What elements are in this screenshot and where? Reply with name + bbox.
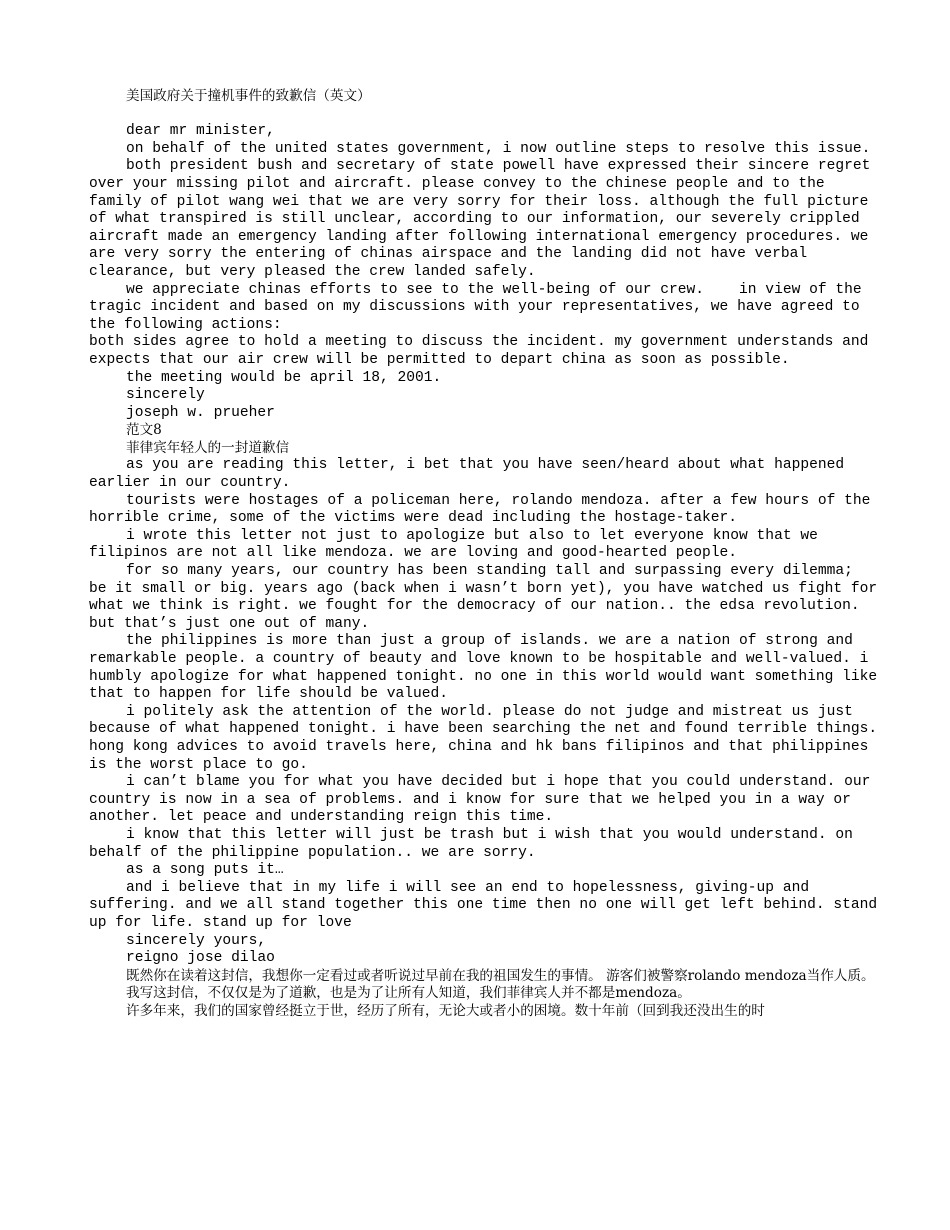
- spacer: [89, 106, 879, 124]
- letter2-paragraph: and i believe that in my life i will see an end to hopelessness, giving-up and suffering. and we all stand together this one time then no one will get left behind. stand up for life. stand up for love: [89, 879, 886, 931]
- letter1-salutation: dear mr minister,: [126, 123, 275, 140]
- letter2-title: 菲律宾年轻人的一封道歉信: [126, 439, 290, 456]
- letter1-paragraph: both president bush and secretary of state powell have expressed their sincere regret over your missing pilot and aircraft. please convey to the chinese people and to the family of pilot wang wei that we are very sorry for their loss. although the full picture of what transpired is still unclear, according to our information, our severely crippled aircraft made an emergency landing after following international emergency procedures. we are very sorry the entering of chinas airspace and the landing did not have verbal clearance, but very pleased the crew landed safely.: [89, 158, 880, 280]
- letter1-closing: sincerely: [126, 387, 205, 404]
- document-page: [89, 88, 886, 1020]
- letter2-paragraph: because of what happened tonight. i have been searching the net and found terrible things. hong kong advices to avoid travels here, china and hk bans filipinos and that philippines is the worst place to go.: [89, 721, 886, 773]
- letter2-signature: reigno jose dilao: [126, 950, 275, 967]
- letter1-paragraph: both sides agree to hold a meeting to discuss the incident. my government understands and expects that our air crew will be permitted to depart china as soon as possible.: [89, 334, 878, 368]
- letter2-paragraph: for so many years, our country has been standing tall and surpassing every dilemma; be it small or big. years ago (back when i wasn’t born yet), you have watched us fight for what we think is right. we fought for the democracy of our nation.. the edsa revolution. but that’s just one out of many.: [89, 563, 886, 632]
- sample-label: 范文8: [126, 422, 162, 439]
- letter2-paragraph: i know that this letter will just be trash but i wish that you would understand. on behalf of the philippine population.. we are sorry.: [89, 826, 862, 861]
- letter2-paragraph: i wrote this letter not just to apologize but also to let everyone know that we filipinos are not all like mendoza. we are loving and good-hearted people.: [89, 527, 827, 562]
- letter2-paragraph: as a song puts it…: [126, 862, 284, 879]
- document-title: 美国政府关于撞机事件的致歉信（英文）: [126, 88, 371, 104]
- letter2-paragraph: i politely ask the attention of the world. please do not judge and mistreat us just: [126, 703, 853, 720]
- letter2-paragraph: as you are reading this letter, i bet that you have seen/heard about what happened earlier in our country.: [89, 457, 853, 492]
- letter1-paragraph: on behalf of the united states government, i now outline steps to resolve this issue.: [126, 140, 871, 157]
- translation-paragraph: 我写这封信，不仅仅是为了道歉，也是为了让所有人知道，我们菲律宾人并不都是mendoza。: [126, 985, 691, 1002]
- translation-paragraph: 许多年来，我们的国家曾经挺立于世，经历了所有，无论大或者小的困境。数十年前（回到我还没出生的时: [126, 1002, 765, 1019]
- letter2-paragraph: tourists were hostages of a policeman here, rolando mendoza. after a few hours of the horrible crime, some of the victims were dead including the hostage-taker.: [89, 492, 880, 527]
- translation-paragraph: 既然你在读着这封信，我想你一定看过或者听说过早前在我的祖国发生的事情。 游客们被警察rolando mendoza当作人质。: [126, 967, 875, 984]
- letter2-paragraph: the philippines is more than just a group of islands. we are a nation of strong and remarkable people. a country of beauty and love known to be hospitable and well-valued. i humbly apologize for what happened tonight. no one in this world would want something like that to happen for life should be valued.: [89, 633, 886, 703]
- letter2-closing: sincerely yours,: [126, 932, 267, 949]
- letter1-paragraph: we appreciate chinas efforts to see to the well-being of our crew. in view of the tragic incident and based on my discussions with your representatives, we have agreed to the following actions:: [89, 281, 871, 333]
- letter1-signature: joseph w. prueher: [126, 404, 275, 421]
- letter2-paragraph: i can’t blame you for what you have decided but i hope that you could understand. our country is now in a sea of problems. and i know for sure that we helped you in a way or another. let peace and understanding reign this time.: [89, 774, 880, 826]
- letter1-paragraph: the meeting would be april 18, 2001.: [126, 369, 442, 386]
